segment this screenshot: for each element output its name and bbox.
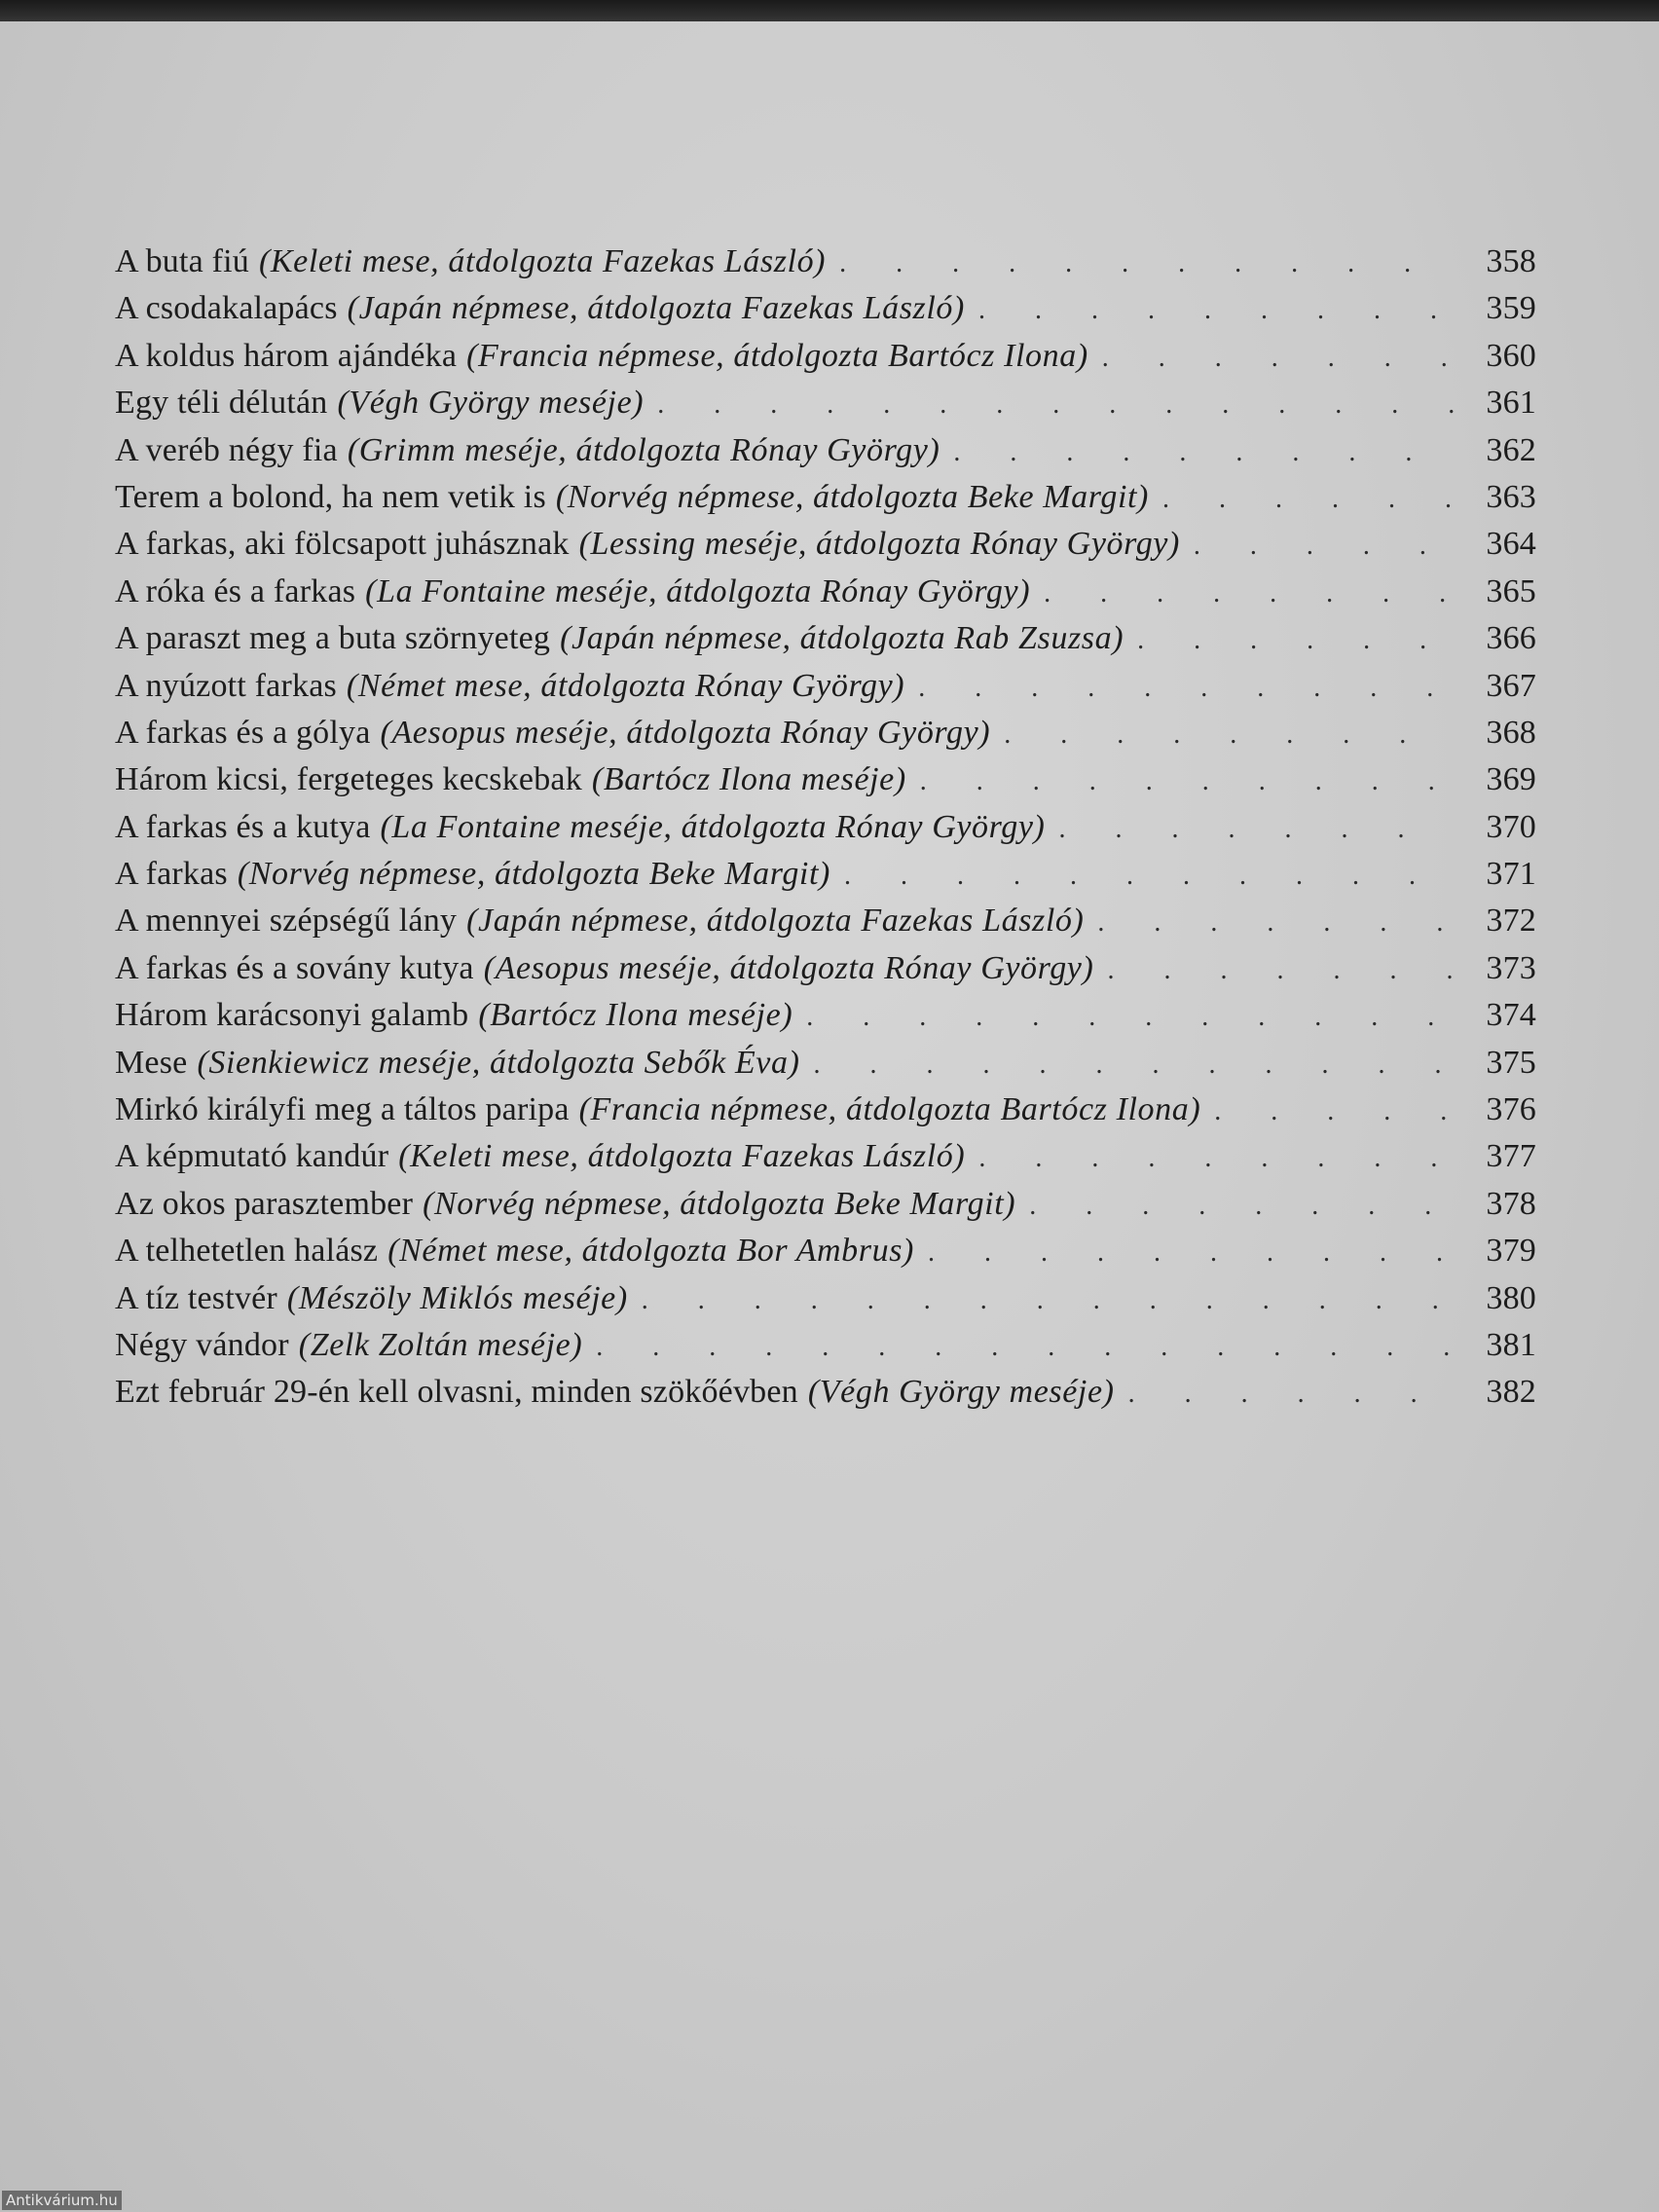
toc-entry-title: A buta fiú: [115, 243, 249, 279]
toc-entry-source: (Zelk Zoltán meséje): [298, 1326, 583, 1363]
toc-entry: [115, 1280, 1536, 1327]
toc-entry-page-number: 363: [1486, 478, 1536, 515]
toc-entry-page-number: 371: [1486, 856, 1536, 893]
toc-entry-source: (La Fontaine meséje, átdolgozta Rónay György): [380, 808, 1046, 845]
toc-entry-title: A csodakalapács: [115, 290, 338, 327]
toc-entry-source: (Német mese, átdolgozta Rónay György): [346, 667, 905, 704]
toc-entry-page-number: 367: [1486, 667, 1536, 704]
dot-leader: [918, 673, 1455, 704]
watermark: Antikvárium.hu: [2, 2191, 122, 2210]
toc-entry-page-number: 372: [1486, 903, 1536, 940]
toc-entry: [115, 1138, 1536, 1185]
toc-entry-source: (Francia népmese, átdolgozta Bartócz Ilona): [466, 337, 1088, 374]
toc-entry-source: (Japán népmese, átdolgozta Fazekas László): [466, 903, 1085, 940]
toc-entry-page-number: 370: [1486, 808, 1536, 845]
toc-entry-title: A képmutató kandúr: [115, 1138, 389, 1175]
dot-leader: [953, 437, 1455, 468]
toc-entry: [115, 479, 1536, 526]
toc-entry-source: (Végh György meséje): [337, 385, 645, 422]
toc-entry-title: Három karácsonyi galamb: [115, 997, 469, 1034]
toc-entry-page-number: 377: [1486, 1138, 1536, 1175]
dot-leader: [1029, 1191, 1455, 1222]
toc-entry-title: A paraszt meg a buta szörnyeteg: [115, 620, 551, 657]
toc-entry: [115, 715, 1536, 761]
toc-entry: [115, 432, 1536, 479]
dot-leader: [844, 861, 1455, 892]
dot-leader: [596, 1332, 1455, 1363]
toc-entry: [115, 809, 1536, 856]
book-page: [0, 21, 1659, 2212]
toc-entry: [115, 620, 1536, 667]
dot-leader: [1194, 531, 1455, 562]
toc-entry-title: A farkas és a gólya: [115, 714, 371, 751]
toc-entry-page-number: 361: [1486, 385, 1536, 422]
dot-leader: [814, 1050, 1455, 1081]
toc-entry-page-number: 369: [1486, 761, 1536, 798]
toc-entry-page-number: 362: [1486, 431, 1536, 468]
dot-leader: [928, 1237, 1455, 1269]
toc-entry-page-number: 365: [1486, 572, 1536, 609]
toc-entry-page-number: 359: [1486, 290, 1536, 327]
dot-leader: [1128, 1379, 1455, 1410]
toc-entry: [115, 856, 1536, 903]
toc-entry: [115, 573, 1536, 620]
toc-entry-title: Mirkó királyfi meg a táltos paripa: [115, 1091, 570, 1128]
toc-entry: [115, 1045, 1536, 1091]
dot-leader: [1058, 814, 1455, 845]
toc-entry-source: (Bartócz Ilona meséje): [591, 761, 906, 798]
toc-entry: [115, 997, 1536, 1044]
toc-entry: [115, 526, 1536, 572]
toc-entry-source: (Lessing meséje, átdolgozta Rónay György): [578, 526, 1180, 563]
dot-leader: [1107, 955, 1455, 986]
toc-entry-title: A róka és a farkas: [115, 572, 356, 609]
dot-leader: [1044, 578, 1455, 609]
toc-entry-title: A farkas és a sovány kutya: [115, 949, 474, 986]
toc-entry-source: (Mészöly Miklós meséje): [286, 1279, 628, 1316]
toc-entry-source: (La Fontaine meséje, átdolgozta Rónay György): [365, 572, 1031, 609]
toc-entry: [115, 761, 1536, 808]
toc-entry-title: A farkas: [115, 856, 228, 893]
toc-entry-title: A tíz testvér: [115, 1279, 277, 1316]
toc-entry-source: (Norvég népmese, átdolgozta Beke Margit): [555, 478, 1149, 515]
toc-entry: [115, 385, 1536, 431]
toc-entry-title: A koldus három ajándéka: [115, 337, 458, 374]
toc-entry-source: (Német mese, átdolgozta Bor Ambrus): [387, 1233, 914, 1270]
dot-leader: [839, 248, 1455, 279]
dot-leader: [978, 1143, 1455, 1174]
toc-entry-title: A telhetetlen halász: [115, 1233, 379, 1270]
toc-entry-title: Mese: [115, 1044, 188, 1081]
toc-entry-page-number: 364: [1486, 526, 1536, 563]
toc-entry: [115, 243, 1536, 290]
toc-entry-page-number: 373: [1486, 949, 1536, 986]
toc-entry-page-number: 360: [1486, 337, 1536, 374]
toc-entry-source: (Bartócz Ilona meséje): [478, 997, 793, 1034]
toc-entry: [115, 903, 1536, 949]
toc-entry-source: (Keleti mese, átdolgozta Fazekas László): [398, 1138, 966, 1175]
toc-entry: [115, 1186, 1536, 1233]
toc-entry-title: Egy téli délután: [115, 385, 328, 422]
dot-leader: [1137, 625, 1455, 656]
toc-entry-page-number: 379: [1486, 1233, 1536, 1270]
dot-leader: [1097, 907, 1455, 939]
dot-leader: [1214, 1096, 1455, 1127]
toc-entry-title: A veréb négy fia: [115, 431, 338, 468]
toc-entry: [115, 290, 1536, 337]
toc-entry-page-number: 374: [1486, 997, 1536, 1034]
toc-entry: [115, 1091, 1536, 1138]
toc-entry-title: A farkas és a kutya: [115, 808, 371, 845]
dot-leader: [657, 389, 1455, 421]
toc-entry-source: (Norvég népmese, átdolgozta Beke Margit): [423, 1185, 1016, 1222]
toc-entry-source: (Végh György meséje): [807, 1374, 1115, 1411]
toc-entry-title: Az okos parasztember: [115, 1185, 414, 1222]
toc-entry-source: (Francia népmese, átdolgozta Bartócz Ilona): [578, 1091, 1201, 1128]
toc-entry-page-number: 358: [1486, 243, 1536, 279]
toc-entry-source: (Sienkiewicz meséje, átdolgozta Sebők Éva): [197, 1044, 800, 1081]
toc-entry-title: A nyúzott farkas: [115, 667, 337, 704]
toc-entry-source: (Keleti mese, átdolgozta Fazekas László): [258, 243, 827, 279]
toc-entry-source: (Aesopus meséje, átdolgozta Rónay György): [380, 714, 991, 751]
dot-leader: [642, 1285, 1455, 1316]
dot-leader: [1004, 719, 1455, 751]
toc-entry-page-number: 368: [1486, 714, 1536, 751]
toc-entry-title: Négy vándor: [115, 1326, 289, 1363]
toc-entry-source: (Japán népmese, átdolgozta Fazekas László): [347, 290, 965, 327]
toc-entry-page-number: 376: [1486, 1091, 1536, 1128]
dot-leader: [806, 1002, 1455, 1033]
toc-entry-title: A farkas, aki fölcsapott juhásznak: [115, 526, 570, 563]
dot-leader: [1162, 484, 1455, 515]
toc-entry-title: Három kicsi, fergeteges kecskebak: [115, 761, 582, 798]
dot-leader: [920, 766, 1455, 797]
toc-entry-source: (Norvég népmese, átdolgozta Beke Margit): [237, 856, 830, 893]
toc-entry-title: Ezt február 29-én kell olvasni, minden szökőévben: [115, 1374, 798, 1411]
toc-entry-page-number: 380: [1486, 1279, 1536, 1316]
table-of-contents: [115, 243, 1536, 1421]
toc-entry-source: (Japán népmese, átdolgozta Rab Zsuzsa): [560, 620, 1124, 657]
toc-entry: [115, 668, 1536, 715]
toc-entry-page-number: 382: [1486, 1374, 1536, 1411]
toc-entry-title: A mennyei szépségű lány: [115, 903, 458, 940]
toc-entry-title: Terem a bolond, ha nem vetik is: [115, 478, 546, 515]
toc-entry-source: (Grimm meséje, átdolgozta Rónay György): [347, 431, 940, 468]
toc-entry-source: (Aesopus meséje, átdolgozta Rónay György): [483, 949, 1094, 986]
toc-entry: [115, 1327, 1536, 1374]
toc-entry: [115, 1374, 1536, 1420]
toc-entry-page-number: 378: [1486, 1185, 1536, 1222]
toc-entry: [115, 338, 1536, 385]
toc-entry: [115, 950, 1536, 997]
dot-leader: [978, 295, 1455, 326]
toc-entry: [115, 1233, 1536, 1279]
toc-entry-page-number: 381: [1486, 1326, 1536, 1363]
dot-leader: [1102, 343, 1455, 374]
toc-entry-page-number: 375: [1486, 1044, 1536, 1081]
toc-entry-page-number: 366: [1486, 620, 1536, 657]
